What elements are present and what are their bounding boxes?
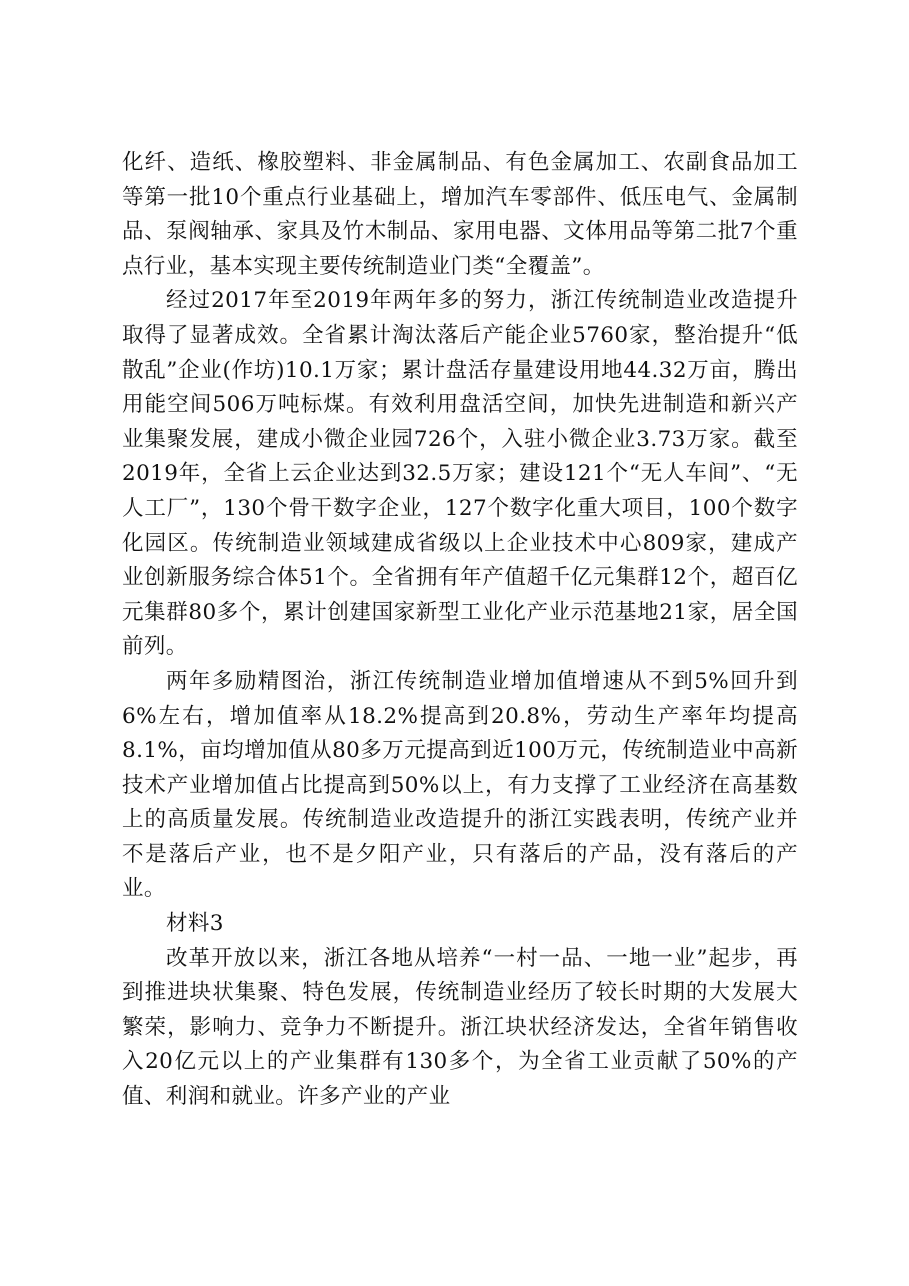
paragraph-continuation: 化纤、造纸、橡胶塑料、非金属制品、有色金属加工、农副食品加工等第一批10个重点行业基础上，增加汽车零部件、低压电气、金属制品、泵阀轴承、家具及竹木制品、家用电器、文体用品等第二批7个重点行业，基本实现主要传统制造业门类“全覆盖”。 xyxy=(122,150,798,279)
paragraph-results: 两年多励精图治，浙江传统制造业增加值增速从不到5%回升到6%左右，增加值率从18.2%提高到20.8%，劳动生产率年均提高8.1%，亩均增加值从80多万元提高到近100万元，传统制造业中高新技术产业增加值占比提高到50%以上，有力支撑了工业经济在高基数上的高质量发展。传统制造业改造提升的浙江实践表明，传统产业并不是落后产业，也不是夕阳产业，只有落后的产品，没有落后的产业。 xyxy=(122,668,798,902)
paragraph-material-3: 改革开放以来，浙江各地从培养“一村一品、一地一业”起步，再到推进块状集聚、特色发展，传统制造业经历了较长时期的大发展大繁荣，影响力、竞争力不断提升。浙江块状经济发达，全省年销售收入20亿元以上的产业集群有130多个，为全省工业贡献了50%的产值、利润和就业。许多产业的产业 xyxy=(122,945,798,1110)
document-body xyxy=(122,146,798,1115)
section-heading-material-3: 材料3 xyxy=(166,911,224,937)
paragraph-achievements: 经过2017年至2019年两年多的努力，浙江传统制造业改造提升取得了显著成效。全省累计淘汰落后产能企业5760家，整治提升“低散乱”企业(作坊)10.1万家；累计盘活存量建设用地44.32万亩，腾出用能空间506万吨标煤。有效利用盘活空间，加快先进制造和新兴产业集聚发展，建成小微企业园726个，入驻小微企业3.73万家。截至2019年，全省上云企业达到32.5万家；建设121个“无人车间”、“无人工厂”，130个骨干数字企业，127个数字化重大项目，100个数字化园区。传统制造业领域建成省级以上企业技术中心809家，建成产业创新服务综合体51个。全省拥有年产值超千亿元集群12个，超百亿元集群80多个，累计创建国家新型工业化产业示范基地21家，居全国前列。 xyxy=(122,288,798,660)
